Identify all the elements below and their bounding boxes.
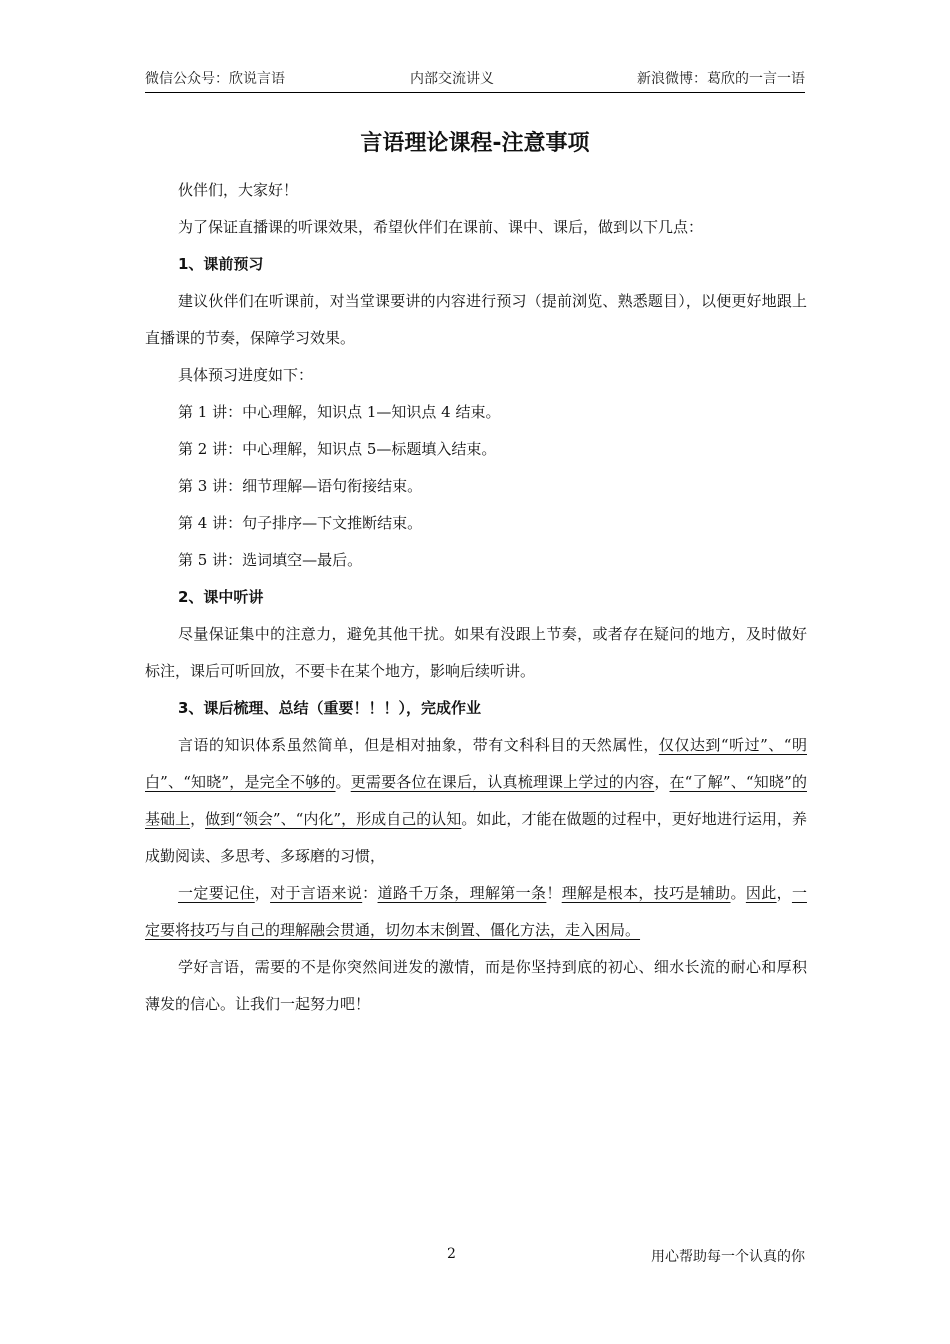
section-2-heading: 2、课中听讲 (178, 588, 264, 606)
section-3-paragraph-1 (145, 727, 807, 875)
text-span: 。如此，才能在做题的过程中，更好地进行运用，养成勤阅读、多思考、多琢磨的习惯， (145, 810, 807, 865)
section-1-heading: 1、课前预习 (178, 255, 264, 273)
text-span: ， (190, 810, 206, 828)
text-span: 言语的知识体系虽然简单，但是相对抽象，带有文科科目的天然属性， (178, 736, 659, 754)
underlined-text: 仅仅达到“听过”、“明白”、“知晓”，是完全不够的 (145, 736, 807, 791)
underlined-text: 一定要记住 (178, 884, 255, 902)
text-span: 。 (335, 773, 351, 791)
text-span: ， (254, 884, 271, 902)
underlined-text: 更需要各位在课后，认真梳理课上学过的内容 (350, 773, 655, 791)
lecture-item: 第 2 讲：中心理解，知识点 5—标题填入结束。 (178, 440, 497, 458)
section-3-paragraph-3: 学好言语，需要的不是你突然间迸发的激情，而是你坚持到底的初心、细水长流的耐心和厚积薄发的信心。让我们一起努力吧！ (145, 958, 807, 1013)
underlined-text: 对于言语来说 (270, 884, 363, 902)
footer-slogan: 用心帮助每一个认真的你 (651, 1249, 805, 1265)
underlined-text: 一定要将技巧与自己的理解融会贯通 (145, 884, 807, 939)
schedule-intro: 具体预习进度如下： (178, 366, 314, 384)
lecture-item: 第 4 讲：句子排序—下文推断结束。 (178, 514, 423, 532)
text-span: 。 (730, 884, 746, 902)
text-span: ： (362, 884, 378, 902)
text-span: ， (654, 773, 670, 791)
document-title: 言语理论课程-注意事项 (360, 131, 590, 156)
section-3-heading: 3、课后梳理、总结（重要！！！），完成作业 (178, 699, 481, 717)
underlined-text: 做到“领会”、“内化”，形成自己的认知 (205, 810, 462, 828)
header-left-text: 微信公众号：欣说言语 (145, 71, 285, 87)
text-span: ， (776, 884, 792, 902)
lecture-item: 第 1 讲：中心理解，知识点 1—知识点 4 结束。 (178, 403, 501, 421)
underlined-text: 因此 (745, 884, 777, 902)
section-1-paragraph: 建议伙伴们在听课前，对当堂课要讲的内容进行预习（提前浏览、熟悉题目），以便更好地跟上直播课的节奏，保障学习效果。 (145, 292, 807, 347)
document-body (145, 172, 807, 1023)
header-center-text: 内部交流讲义 (410, 71, 494, 87)
underlined-text: 在“了解”、“知晓”的基础上 (145, 773, 807, 828)
intro-paragraph: 为了保证直播课的听课效果，希望伙伴们在课前、课中、课后，做到以下几点： (178, 218, 704, 236)
section-2-paragraph: 尽量保证集中的注意力，避免其他干扰。如果有没跟上节奏，或者存在疑问的地方，及时做好标注，课后可听回放，不要卡在某个地方，影响后续听讲。 (145, 625, 807, 680)
lecture-item: 第 3 讲：细节理解—语句衔接结束。 (178, 477, 423, 495)
underlined-text: ，切勿本末倒置、僵化方法，走入困局。 (370, 921, 641, 939)
lecture-item: 第 5 讲：选词填空—最后。 (178, 551, 363, 569)
header-right-text: 新浪微博：葛欣的一言一语 (637, 71, 805, 87)
underlined-text: 理解是根本，技巧是辅助 (561, 884, 731, 902)
underlined-text: 道路千万条，理解第一条 (377, 884, 547, 902)
page-number: 2 (447, 1246, 456, 1262)
header-divider (145, 92, 805, 93)
section-3-paragraph-2 (145, 875, 807, 949)
greeting: 伙伴们，大家好！ (178, 181, 299, 199)
text-span: ！ (546, 884, 562, 902)
